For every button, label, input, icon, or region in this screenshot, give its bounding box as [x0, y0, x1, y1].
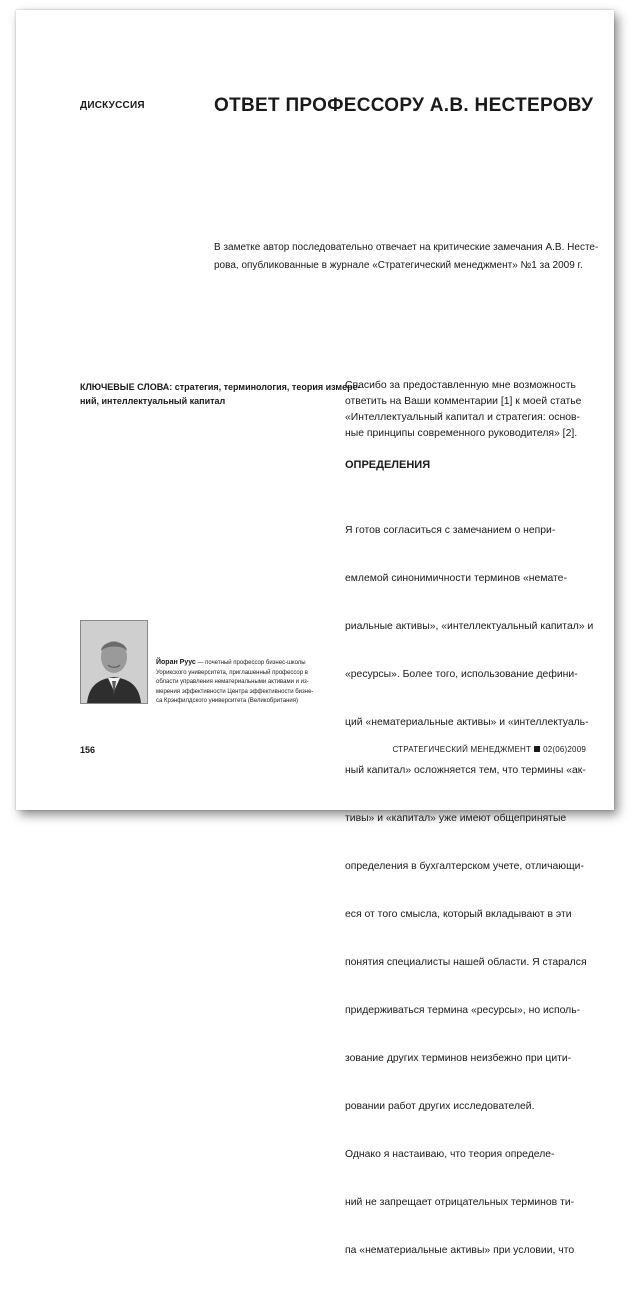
text-line: тивы» и «капитал» уже имеют общепринятые: [345, 813, 567, 824]
text-line: «ресурсы». Более того, использование дефини-: [345, 669, 578, 680]
abstract-line: рова, опубликованные в журнале «Стратегический менеджмент» №1 за 2009 г.: [214, 260, 583, 271]
abstract: [214, 239, 599, 275]
journal-issue: 02(06)2009: [543, 745, 586, 754]
page-number: 156: [80, 745, 96, 755]
author-bio: [156, 658, 316, 707]
author-name: Йоран Руус: [156, 659, 196, 666]
bio-line: Уорикского университета, приглашенный профессор в: [156, 669, 308, 676]
intro-paragraph: [345, 378, 595, 442]
text-line: ний не запрещает отрицательных терминов ти-: [345, 1197, 575, 1208]
text-line: ций «нематериальные активы» и «интеллектуаль-: [345, 717, 589, 728]
portrait-image: [81, 621, 147, 703]
bio-text: — почетный профессор бизнес-школы: [195, 660, 306, 666]
keywords-line: ний, интеллектуальный капитал: [80, 396, 226, 406]
section-body: [345, 491, 595, 1291]
abstract-line: В заметке автор последовательно отвечает на критические замечания А.В. Несте-: [214, 242, 599, 253]
keywords: [80, 380, 361, 408]
bio-line: мерения эффективности Центра эффективности бизне-: [156, 688, 314, 695]
bio-line: [156, 658, 316, 669]
text-line: зование других терминов неизбежно при цити-: [345, 1053, 572, 1064]
text-line: понятия специалисты нашей области. Я старался: [345, 957, 587, 968]
text-line: ответить на Ваши комментарии [1] к моей статье: [345, 396, 582, 407]
bio-line: са Крэнфилдского университета (Великобритания): [156, 698, 298, 704]
text-line: па «нематериальные активы» при условии, что: [345, 1245, 575, 1256]
text-line: Спасибо за предоставленную мне возможность: [345, 380, 576, 391]
journal-page: [16, 10, 614, 1256]
text-line: Однако я настаиваю, что теория определе-: [345, 1149, 555, 1160]
section-tag: ДИСКУССИЯ: [80, 100, 145, 111]
bio-line: области управления нематериальными активами и из-: [156, 679, 309, 685]
journal-name: СТРАТЕГИЧЕСКИЙ МЕНЕДЖМЕНТ: [392, 745, 532, 754]
text-line: Я готов согласиться с замечанием о непри-: [345, 525, 556, 536]
article-title: ОТВЕТ ПРОФЕССОРУ А.В. НЕСТЕРОВУ: [214, 95, 594, 116]
square-bullet-icon: [534, 746, 540, 752]
text-line: ный капитал» осложняется тем, что термины «ак-: [345, 765, 586, 776]
journal-footer: [392, 745, 586, 754]
text-line: емлемой синонимичности терминов «немате-: [345, 573, 567, 584]
section-heading: ОПРЕДЕЛЕНИЯ: [345, 459, 431, 471]
text-line: ные принципы современного руководителя» [2].: [345, 428, 578, 439]
text-line: определения в бухгалтерском учете, отличающи-: [345, 861, 584, 872]
text-line: придерживаться термина «ресурсы», но исполь-: [345, 1005, 581, 1016]
author-photo: [80, 620, 148, 704]
text-line: «Интеллектуальный капитал и стратегия: основ-: [345, 412, 580, 423]
text-line: ровании работ других исследователей.: [345, 1101, 535, 1112]
text-line: еся от того смысла, который вкладывают в эти: [345, 909, 572, 920]
keywords-line: КЛЮЧЕВЫЕ СЛОВА: стратегия, терминология, теория измере-: [80, 382, 361, 392]
text-line: риальные активы», «интеллектуальный капитал» и: [345, 621, 594, 632]
